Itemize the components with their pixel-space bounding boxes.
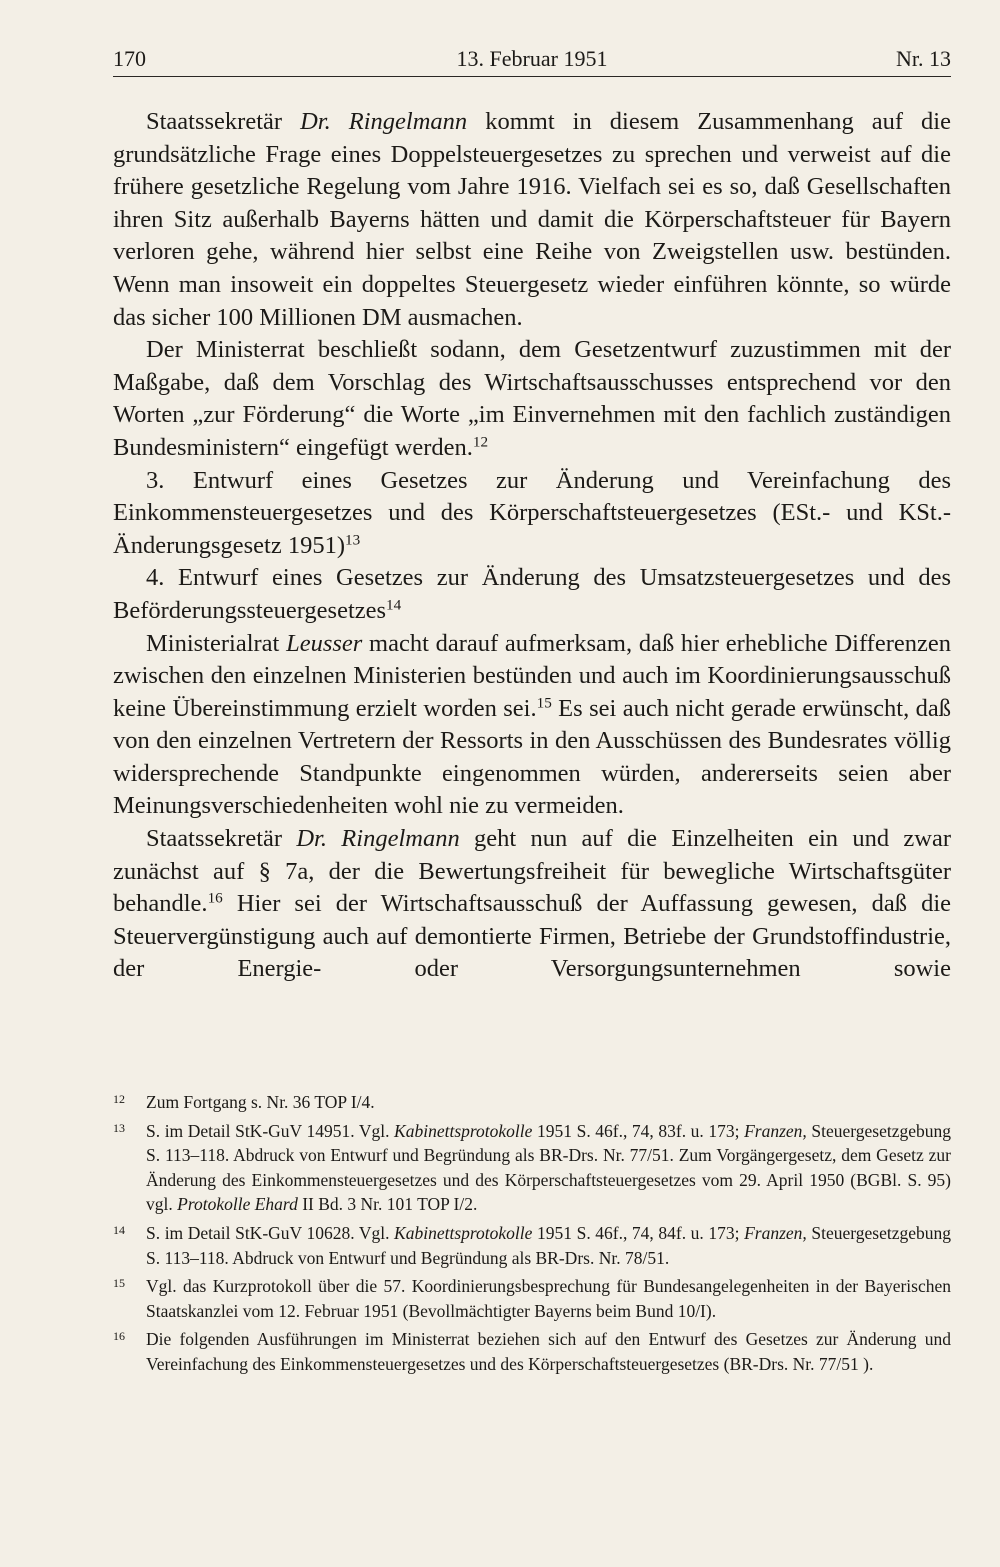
text-run: Staatssekretär bbox=[146, 108, 301, 135]
footnote-number: 16 bbox=[113, 1329, 125, 1344]
footnote bbox=[113, 1090, 951, 1115]
footnote-reference: 12 bbox=[472, 433, 489, 451]
italic-text: Dr. Ringelmann bbox=[300, 108, 468, 135]
footnote bbox=[113, 1327, 951, 1376]
text-run: 4. Entwurf eines Gesetzes zur Änderung des Umsatzsteuergesetzes und des Beförderungssteuergesetzes bbox=[113, 564, 951, 624]
italic-text: Franzen, bbox=[744, 1222, 807, 1243]
paragraph bbox=[113, 106, 951, 334]
italic-text: Dr. Ringelmann bbox=[296, 825, 460, 853]
italic-text: Leusser bbox=[286, 629, 363, 657]
italic-text: Protokolle Ehard bbox=[177, 1194, 298, 1215]
text-run: II Bd. 3 Nr. 101 TOP I/2. bbox=[297, 1194, 478, 1215]
header-date: 13. Februar 1951 bbox=[456, 46, 608, 71]
text-run: Staatssekretär bbox=[146, 825, 297, 853]
footnote-number: 14 bbox=[113, 1222, 125, 1237]
text-run: S. im Detail StK-GuV 10628. Vgl. bbox=[146, 1222, 395, 1243]
footnote-number: 15 bbox=[113, 1276, 125, 1291]
italic-text: Franzen, bbox=[744, 1120, 807, 1141]
footnote-reference: 13 bbox=[345, 531, 361, 549]
paragraph bbox=[113, 465, 951, 563]
text-run: Ministerialrat bbox=[146, 629, 287, 657]
text-run: Die folgenden Ausführungen im Ministerrat beziehen sich auf den Entwurf des Gesetzes zur Änderung und Vereinfachung des Einkommensteuergesetzes und des Körperschaftsteuergesetzes (BR-Drs. Nr. 77/51 ). bbox=[146, 1329, 951, 1374]
text-run: geht nun auf die Einzelheiten ein und zwar zunächst auf § 7a, der die Bewertungsfreiheit für bewegliche Wirtschaftsgüter behandle. bbox=[113, 825, 951, 918]
text-run: Zum Fortgang s. Nr. 36 TOP I/4. bbox=[146, 1092, 375, 1112]
footnote-reference: 16 bbox=[207, 889, 223, 907]
paragraph bbox=[113, 628, 951, 824]
issue-number: Nr. 13 bbox=[896, 46, 951, 71]
page-number: 170 bbox=[113, 46, 146, 71]
text-run: S. im Detail StK-GuV 14951. Vgl. bbox=[146, 1120, 395, 1141]
footnote bbox=[113, 1221, 951, 1270]
text-run: 1951 S. 46f., 74, 83f. u. 173; bbox=[532, 1120, 745, 1141]
text-run: kommt in diesem Zusammenhang auf die grundsätzliche Frage eines Doppelsteuergesetzes zu sprechen und verweist auf die frühere gesetzliche Regelung vom Jahre 1916. Vielfach sei es so, daß Gesellschaften ihren Sitz außerhalb Bayerns hätten und damit die Körperschaftsteuer für Bayern verloren gehe, während hier selbst eine Reihe von Zweigstellen usw. bestünden. Wenn man insoweit ein doppeltes Steuergesetz wieder einführen könnte, so würde das sicher 100 Millionen DM ausmachen. bbox=[113, 108, 951, 331]
footnote-number: 13 bbox=[113, 1120, 125, 1135]
text-run: Hier sei der Wirtschaftsausschuß der Auffassung gewesen, daß die Steuervergünstigung auch auf demontierte Firmen, Betriebe der Grundstoffindustrie, der Energie- oder Versorgungsunternehmen sowie bbox=[113, 890, 951, 983]
footnotes bbox=[113, 1090, 951, 1381]
footnote bbox=[113, 1119, 951, 1217]
text-run: 1951 S. 46f., 74, 84f. u. 173; bbox=[532, 1222, 745, 1243]
main-text bbox=[113, 106, 951, 986]
text-run: Vgl. das Kurzprotokoll über die 57. Koordinierungsbesprechung für Bundesangelegenheiten in der Bayerischen Staatskanzlei vom 12. Februar 1951 (Bevollmächtigter Bayerns beim Bund 10/I). bbox=[146, 1276, 951, 1321]
paragraph bbox=[113, 334, 951, 464]
footnote-number: 12 bbox=[113, 1092, 125, 1106]
text-run: Es sei auch nicht gerade erwünscht, daß von den einzelnen Vertretern der Ressorts in den Ausschüssen des Bundesrates völlig widersprechende Standpunkte eingenommen würden, andererseits seien aber Meinungsverschiedenheiten wohl nie zu vermeiden. bbox=[113, 694, 951, 820]
text-run: Steuergesetzgebung S. 113–118. Abdruck von Entwurf und Begründung als BR-Drs. Nr. 77/51. Zum Vorgängergesetz, dem Gesetz zur Änderung des Einkommensteuergesetzes und des Körperschaftsteuergesetzes vom 29. April 1950 (BGBl. S. 95) vgl. bbox=[146, 1120, 952, 1215]
footnote-reference: 14 bbox=[386, 596, 402, 614]
footnote-reference: 15 bbox=[536, 694, 552, 712]
text-run: macht darauf aufmerksam, daß hier erhebliche Differenzen zwischen den einzelnen Ministerien bestünden und auch im Koordinierungsausschuß keine Übereinstimmung erzielt worden sei. bbox=[113, 629, 951, 722]
italic-text: Kabinettsprotokolle bbox=[394, 1120, 533, 1141]
paragraph bbox=[113, 562, 951, 627]
running-header bbox=[113, 42, 951, 77]
text-run: Der Ministerrat beschließt sodann, dem Gesetzentwurf zuzustimmen mit der Maßgabe, daß dem Vorschlag des Wirtschaftsausschusses entsprechend vor den Worten „zur Förderung“ die Worte „im Einvernehmen mit den fachlich zuständigen Bundesministern“ eingefügt werden. bbox=[113, 336, 951, 461]
text-run: 3. Entwurf eines Gesetzes zur Änderung und Vereinfachung des Einkommensteuergesetzes und des Körperschaftsteuergesetzes (ESt.- und KSt.-Änderungsgesetz 1951) bbox=[113, 466, 951, 559]
text-run: Steuergesetzgebung S. 113–118. Abdruck von Entwurf und Begründung als BR-Drs. Nr. 78/51. bbox=[146, 1222, 952, 1268]
italic-text: Kabinettsprotokolle bbox=[394, 1222, 533, 1243]
paragraph bbox=[113, 823, 951, 986]
footnote bbox=[113, 1274, 951, 1323]
